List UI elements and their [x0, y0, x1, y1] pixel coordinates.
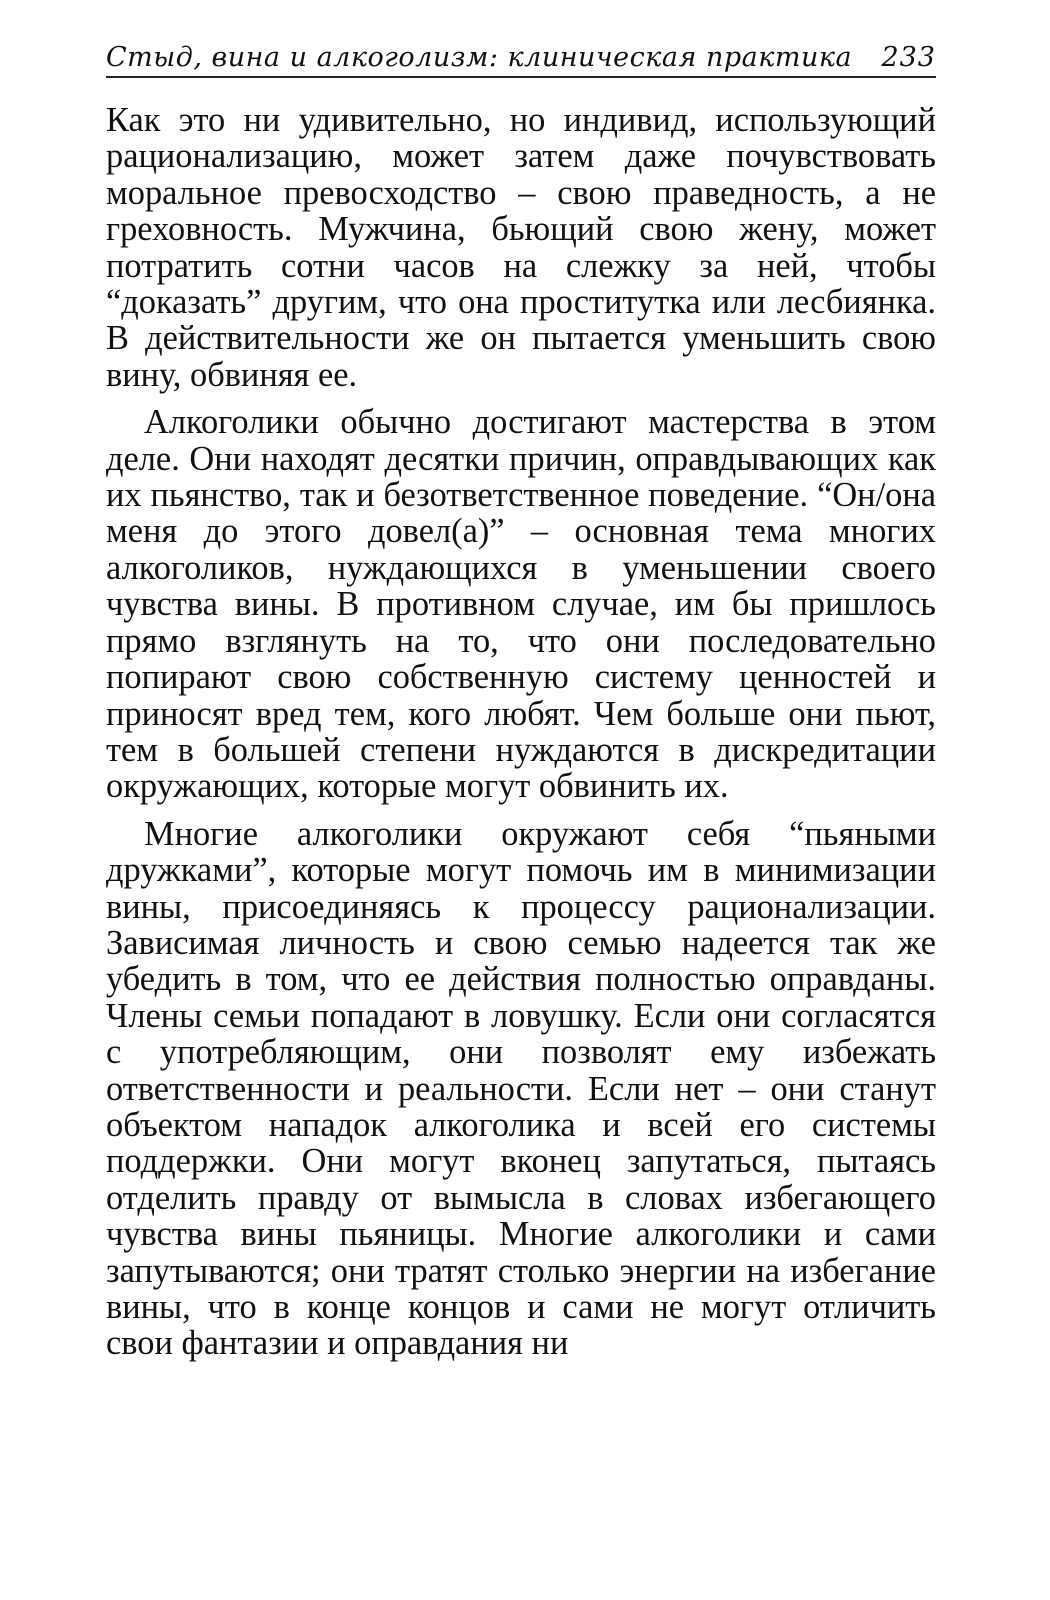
paragraph: Алкоголики обычно достигают мастерства в этом деле. Они находят десятки причин, оправдывающих как их пьянство, так и безответственное поведение. “Он/она меня до этого довел(а)” – основная тема многих алкоголиков, нуждающихся в уменьшении своего чувства вины. В противном случае, им бы пришлось прямо взглянуть на то, что они последовательно попирают свою собственную систему ценностей и приносят вред тем, кого любят. Чем больше они пьют, тем в большей степени нуждаются в дискредитации окружающих, которые могут обвинить их. — [106, 403, 936, 806]
body-text — [106, 102, 936, 1362]
book-page — [106, 40, 936, 1373]
paragraph: Многие алкоголики окружают себя “пьяными дружками”, которые могут помочь им в минимизации вины, присоединяясь к процессу рационализации. Зависимая личность и свою семью надеется так же убедить в том, что ее действия полностью оправданы. Члены семьи попадают в ловушку. Если они согласятся с употребляющим, они позволят ему избежать ответственности и реальности. Если нет – они станут объектом нападок алкоголика и всей его системы поддержки. Они могут вконец запутаться, пытаясь отделить правду от вымысла в словах избегающего чувства вины пьяницы. Многие алкоголики и сами запутываются; они тратят столько энергии на избегание вины, что в конце концов и сами не могут отличить свои фантазии и оправдания ни — [106, 814, 936, 1363]
running-header — [106, 40, 936, 78]
page-number: 233 — [881, 42, 936, 73]
running-header-title: Стыд, вина и алкоголизм: клиническая практика — [106, 42, 853, 73]
paragraph: Как это ни удивительно, но индивид, использующий рационализацию, может затем даже почувствовать моральное превосходство – свою праведность, а не греховность. Мужчина, бьющий свою жену, может потратить сотни часов на слежку за ней, чтобы “доказать” другим, что она проститутка или лесбиянка. В действительности же он пытается уменьшить свою вину, обвиняя ее. — [106, 101, 936, 394]
